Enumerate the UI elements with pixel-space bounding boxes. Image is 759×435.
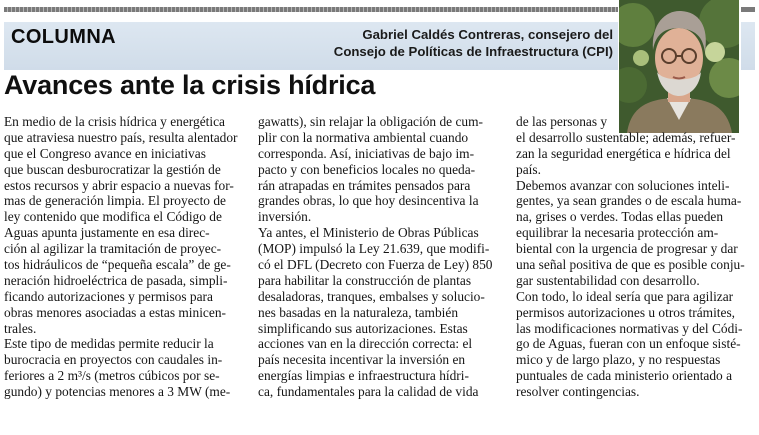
text-line: Con todo, lo ideal sería que para agilizar bbox=[516, 288, 734, 304]
text-line: país necesita incentivar la inversión en bbox=[258, 352, 466, 368]
text-line: país. bbox=[516, 161, 541, 177]
text-line: (MOP) impulsó la Ley 21.639, que modifi- bbox=[258, 241, 490, 257]
text-line: que atraviesa nuestro país, resulta alentador bbox=[4, 129, 238, 145]
text-line: gentes, ya sean grandes o de escala huma- bbox=[516, 193, 742, 209]
text-line: ca, fundamentales para la calidad de vida bbox=[258, 384, 479, 400]
text-line: equilibrar la necesaria protección am- bbox=[516, 225, 719, 241]
text-line: En medio de la crisis hídrica y energética bbox=[4, 114, 225, 129]
text-line: el desarrollo sustentable; además, refuer- bbox=[516, 129, 736, 145]
top-rule bbox=[4, 7, 618, 12]
text-line: burocracia en proyectos con caudales in- bbox=[4, 352, 223, 368]
text-line: go de Aguas, fueran con un enfoque sisté- bbox=[516, 336, 741, 352]
text-line: Ya antes, el Ministerio de Obras Públicas bbox=[258, 225, 479, 241]
text-line: resolver contingencias. bbox=[516, 384, 640, 400]
text-line: tos hidráulicos de “pequeña escala” de ge- bbox=[4, 257, 231, 273]
text-line: biental con la urgencia de progresar y dar bbox=[516, 241, 738, 257]
text-line: Debemos avanzar con soluciones inteli- bbox=[516, 177, 730, 193]
text-line: puntuales de cada ministerio orientado a bbox=[516, 368, 733, 384]
text-line: de las personas y bbox=[516, 114, 608, 129]
text-line: desaladoras, tranques, embalses y solucio- bbox=[258, 288, 485, 304]
text-line: las modificaciones normativas y del Códi- bbox=[516, 320, 743, 336]
text-line: grandes obras, lo que hoy desincentiva la bbox=[258, 193, 479, 209]
text-line: trales. bbox=[4, 320, 37, 336]
text-line: gawatts), sin relajar la obligación de cum- bbox=[258, 114, 483, 129]
text-line: que buscan desburocratizar la gestión de bbox=[4, 161, 221, 177]
text-line: feriores a 2 m³/s (metros cúbicos por se- bbox=[4, 368, 220, 384]
text-line: que el Congreso avance en iniciativas bbox=[4, 145, 206, 161]
text-line: para habilitar la construcción de plantas bbox=[258, 272, 472, 288]
text-line: rán atrapadas en trámites pensados para bbox=[258, 177, 471, 193]
text-line: energías limpias e infraestructura hídri- bbox=[258, 368, 469, 384]
text-line: inversión. bbox=[258, 209, 312, 225]
text-line: nes basadas en la naturaleza, también bbox=[258, 304, 459, 320]
text-line: gar sustentabilidad con desarrollo. bbox=[516, 272, 700, 288]
text-line: Aguas apunta justamente en esa direc- bbox=[4, 225, 210, 241]
text-line: permisos autorizaciones u otros trámites, bbox=[516, 304, 736, 320]
top-rule-right bbox=[741, 7, 755, 12]
text-line: plir con la normativa ambiental cuando bbox=[258, 129, 469, 145]
section-band-right bbox=[741, 22, 755, 70]
text-line: ficando autorizaciones y permisos para bbox=[4, 288, 213, 304]
text-line: có el DFL (Decreto con Fuerza de Ley) 850 bbox=[258, 257, 493, 273]
text-line: mico y de largo plazo, y no respuestas bbox=[516, 352, 721, 368]
text-line: simplificando sus autorizaciones. Estas bbox=[258, 320, 468, 336]
text-line: na, grises o verdes. Todas ellas pueden bbox=[516, 209, 724, 225]
text-line: ley contenido que modifica el Código de bbox=[4, 209, 222, 225]
text-line: Este tipo de medidas permite reducir la bbox=[4, 336, 214, 352]
text-line: mas de generación limpia. El proyecto de bbox=[4, 193, 226, 209]
text-line: estos recursos y abrir espacio a nuevas for- bbox=[4, 177, 234, 193]
text-line: obras menores asociadas a estas minicen- bbox=[4, 304, 226, 320]
text-line: acciones van en la dirección correcta: el bbox=[258, 336, 473, 352]
author-name-line: Gabriel Caldés Contreras, consejero del bbox=[362, 27, 613, 42]
text-line: gundo) y potencias menores a 3 MW (me- bbox=[4, 384, 231, 400]
text-line: pacto y con beneficios locales no queda- bbox=[258, 161, 476, 177]
text-line: zan la seguridad energética e hídrica del bbox=[516, 145, 731, 161]
section-label: COLUMNA bbox=[11, 26, 117, 48]
author-affiliation-line: Consejo de Políticas de Infraestructura (CPI) bbox=[333, 44, 613, 59]
text-line: una señal positiva de que es posible conju- bbox=[516, 257, 745, 273]
text-line: corresponda. Así, iniciativas de bajo im- bbox=[258, 145, 475, 161]
text-line: ción al agilizar la tramitación de proyec- bbox=[4, 241, 222, 257]
article-column-3 bbox=[516, 114, 756, 400]
article-headline: Avances ante la crisis hídrica bbox=[4, 70, 376, 100]
text-line: neración hidroeléctrica de pasada, simpli- bbox=[4, 272, 228, 288]
article-column-2 bbox=[258, 114, 496, 400]
article-column-1 bbox=[4, 114, 240, 400]
